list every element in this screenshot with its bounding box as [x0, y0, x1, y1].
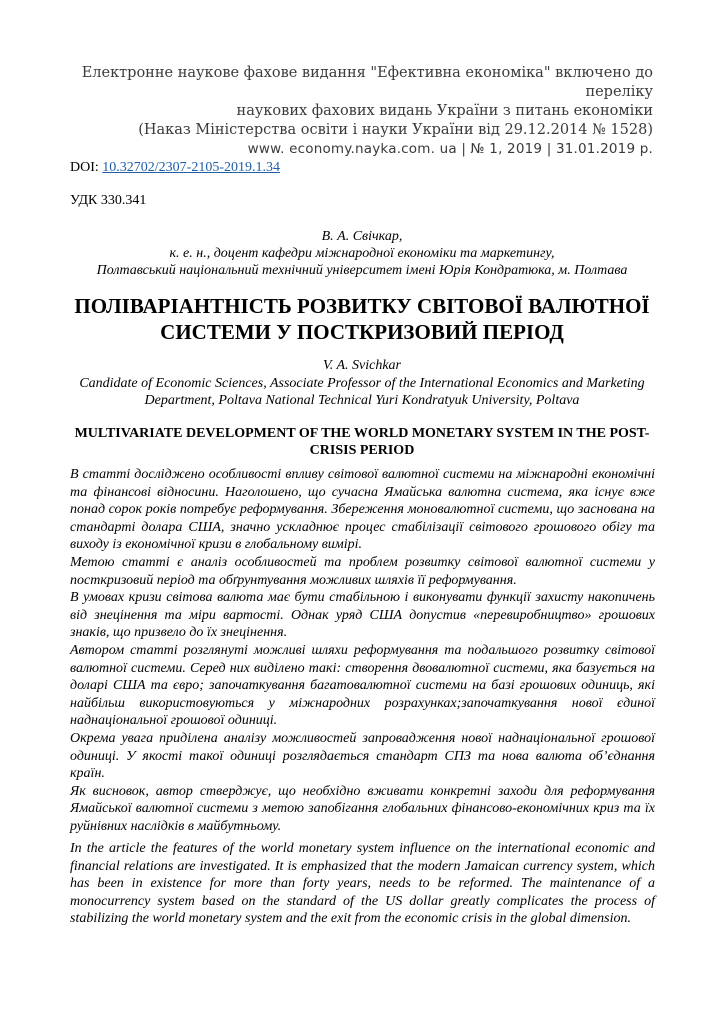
journal-header	[40, 64, 653, 159]
abstract-ua-paragraph: Як висновок, автор стверджує, що необхідно вживати конкретні заходи для реформування Ямайської валютної системи з метою запобігання глобальних фінансово-економічних криз та їх руйнівних наслідків в майбутньому.	[70, 783, 655, 834]
doi-label: DOI:	[70, 160, 103, 175]
author-position-en: Candidate of Economic Sciences, Associate Professor of the International Economics and Marketing Department, Poltava National Technical Yuri Kondratyuk University, Poltava	[79, 375, 645, 408]
header-line-4: www. economy.nayka.com. ua | № 1, 2019 | 31.01.2019 р.	[247, 141, 653, 157]
abstract-ua-paragraph: В статті досліджено особливості впливу світової валютної системи на міжнародні економічні та фінансові відносини. Наголошено, що сучасна Ямайська валютна система, яка існує вже понад сорок років потребує реформування. Збереження моновалютної системи, що заснована на стандарті долара США, значно ускладнює процес стабілізації світового грошового обігу та виходу із економічної кризи в глобальному вимірі.	[70, 467, 655, 553]
author-position-ua: к. е. н., доцент кафедри міжнародної економіки та маркетингу,	[169, 246, 555, 261]
header-line-2: наукових фахових видань України з питань економіки	[236, 103, 653, 119]
abstract-ua-paragraph: Окрема увага приділена аналізу можливостей запровадження нової наднаціональної грошової одиниці. У якості такої одиниці розглядається стандарт СПЗ та нова валюта об’єднання країн.	[70, 730, 655, 782]
doi	[70, 160, 280, 176]
author-name-ua: В. А. Свічкар,	[321, 229, 403, 244]
author-block-ua	[60, 228, 664, 279]
abstract-en-paragraph: In the article the features of the world monetary system influence on the international economic and financial relations are investigated. It is emphasized that the modern Jamaican currency system, which has been in existence for more than forty years, needs to be reformed. The maintenance of a monocurrency system based on the standard of the US dollar greatly complicates the process of stabilizing the world monetary system and the exit from the economic crisis in the global dimension.	[70, 841, 655, 927]
doi-link[interactable]: 10.32702/2307-2105-2019.1.34	[102, 160, 280, 175]
abstract-en	[70, 840, 655, 928]
header-line-3: (Наказ Міністерства освіти і науки України від 29.12.2014 № 1528)	[138, 122, 653, 138]
author-affiliation-ua: Полтавський національний технічний університет імені Юрія Кондратюка, м. Полтава	[96, 263, 628, 278]
udk: УДК 330.341	[70, 193, 147, 208]
title-en: MULTIVARIATE DEVELOPMENT OF THE WORLD MONETARY SYSTEM IN THE POST-CRISIS PERIOD	[74, 426, 650, 458]
author-name-en: V. A. Svichkar	[322, 358, 402, 373]
author-block-en	[60, 357, 664, 410]
header-line-1: Електронне наукове фахове видання "Ефективна економіка" включено до переліку	[81, 65, 653, 100]
abstract-ua-paragraph: В умовах кризи світова валюта має бути стабільною і виконувати функції захисту накопичень від знецінення та міри вартості. Однак уряд США допустив «перевиробництво» грошових знаків, що призвело до їх знецінення.	[70, 590, 655, 641]
abstract-ua	[70, 466, 655, 835]
title-ua: ПОЛІВАРІАНТНІСТЬ РОЗВИТКУ СВІТОВОЇ ВАЛЮТНОЇ СИСТЕМИ У ПОСТКРИЗОВИЙ ПЕРІОД	[74, 294, 650, 344]
abstract-ua-paragraph: Автором статті розглянуті можливі шляхи реформування та подальшого розвитку світової валютної системи. Серед них виділено такі: створення двовалютної системи, яка базується на доларі США та євро; започаткування багатовалютної системи на базі грошових одиниць, які найбільш використовуються у міжнародних розрахунках;започаткування нової єдиної наднаціональної грошової одиниці.	[70, 642, 655, 729]
abstract-ua-paragraph: Метою статті є аналіз особливостей та проблем розвитку світової валютної системи у посткризовий період та обґрунтування можливих шляхів її реформування.	[70, 554, 655, 588]
